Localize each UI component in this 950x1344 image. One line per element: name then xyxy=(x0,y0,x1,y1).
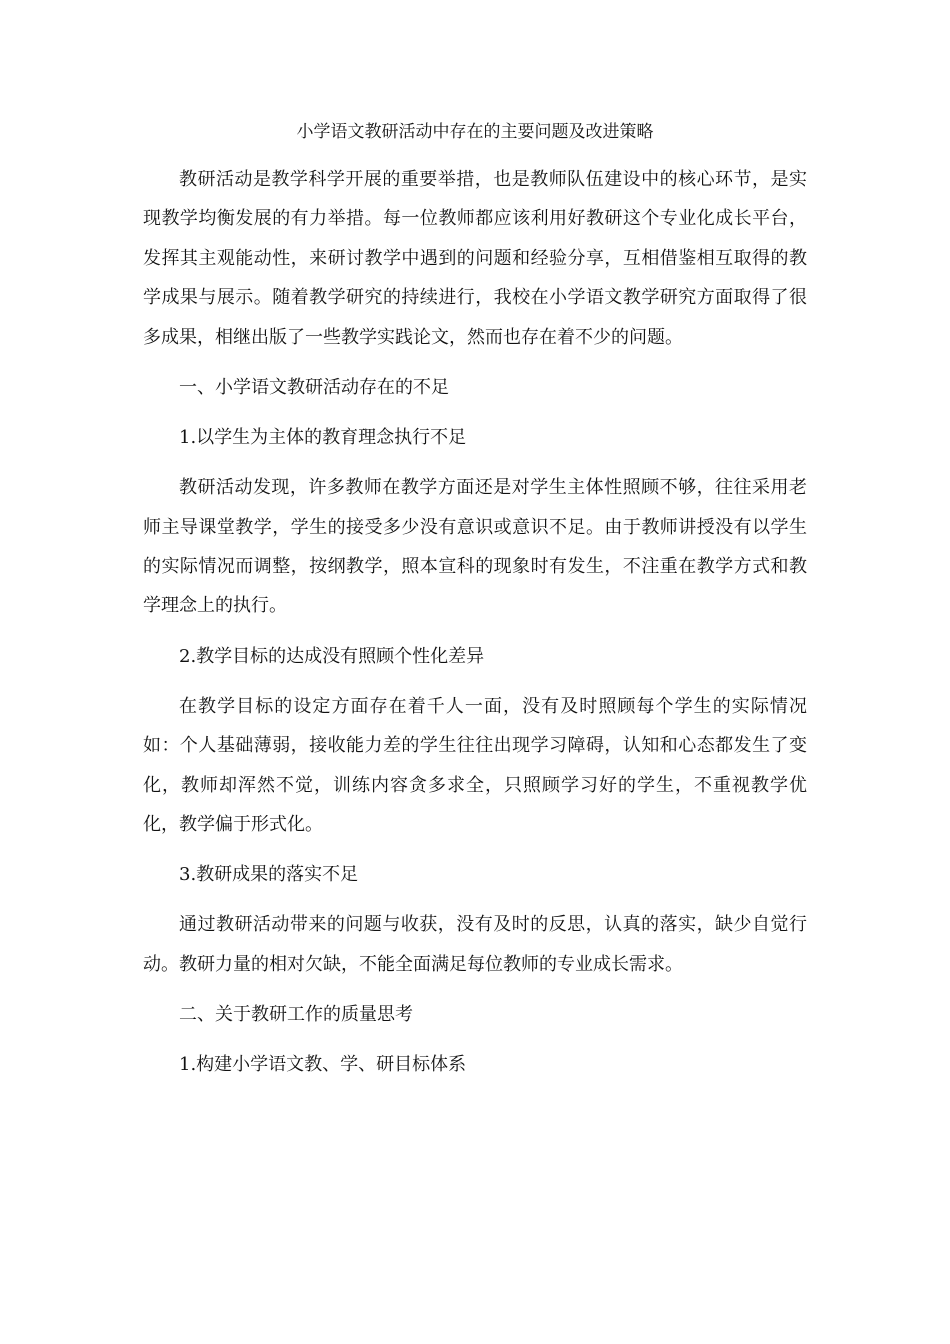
section-heading-2: 二、关于教研工作的质量思考 xyxy=(179,1004,413,1026)
section-heading-1: 一、小学语文教研活动存在的不足 xyxy=(179,376,449,398)
document-body xyxy=(143,160,807,1096)
paragraph-1-3: 通过教研活动带来的问题与收获，没有及时的反思，认真的落实，缺少自觉行动。教研力量的相对欠缺，不能全面满足每位教师的专业成长需求。 xyxy=(143,914,807,975)
subsection-heading-1-3: 3.教研成果的落实不足 xyxy=(179,864,359,886)
paragraph-1-1: 教研活动发现，许多教师在教学方面还是对学生主体性照顾不够，往往采用老师主导课堂教学，学生的接受多少没有意识或意识不足。由于教师讲授没有以学生的实际情况而调整，按纲教学，照本宣科的现象时有发生，不注重在教学方式和教学理念上的执行。 xyxy=(143,477,807,617)
paragraph-1-2: 在教学目标的设定方面存在着千人一面，没有及时照顾每个学生的实际情况如：个人基础薄弱，接收能力差的学生往往出现学习障碍，认知和心态都发生了变化，教师却浑然不觉，训练内容贪多求全，只照顾学习好的学生，不重视教学优化，教学偏于形式化。 xyxy=(143,695,807,836)
subsection-heading-1-2: 2.教学目标的达成没有照顾个性化差异 xyxy=(179,645,485,667)
paragraph-intro: 教研活动是教学科学开展的重要举措，也是教师队伍建设中的核心环节，是实现教学均衡发展的有力举措。每一位教师都应该利用好教研这个专业化成长平台，发挥其主观能动性，来研讨教学中遇到的问题和经验分享，互相借鉴相互取得的教学成果与展示。随着教学研究的持续进行，我校在小学语文教学研究方面取得了很多成果，相继出版了一些教学实践论文，然而也存在着不少的问题。 xyxy=(143,169,807,348)
subsection-heading-2-1: 1.构建小学语文教、学、研目标体系 xyxy=(179,1054,467,1076)
document-title: 小学语文教研活动中存在的主要问题及改进策略 xyxy=(296,122,654,142)
subsection-heading-1-1: 1.以学生为主体的教育理念执行不足 xyxy=(179,427,467,449)
